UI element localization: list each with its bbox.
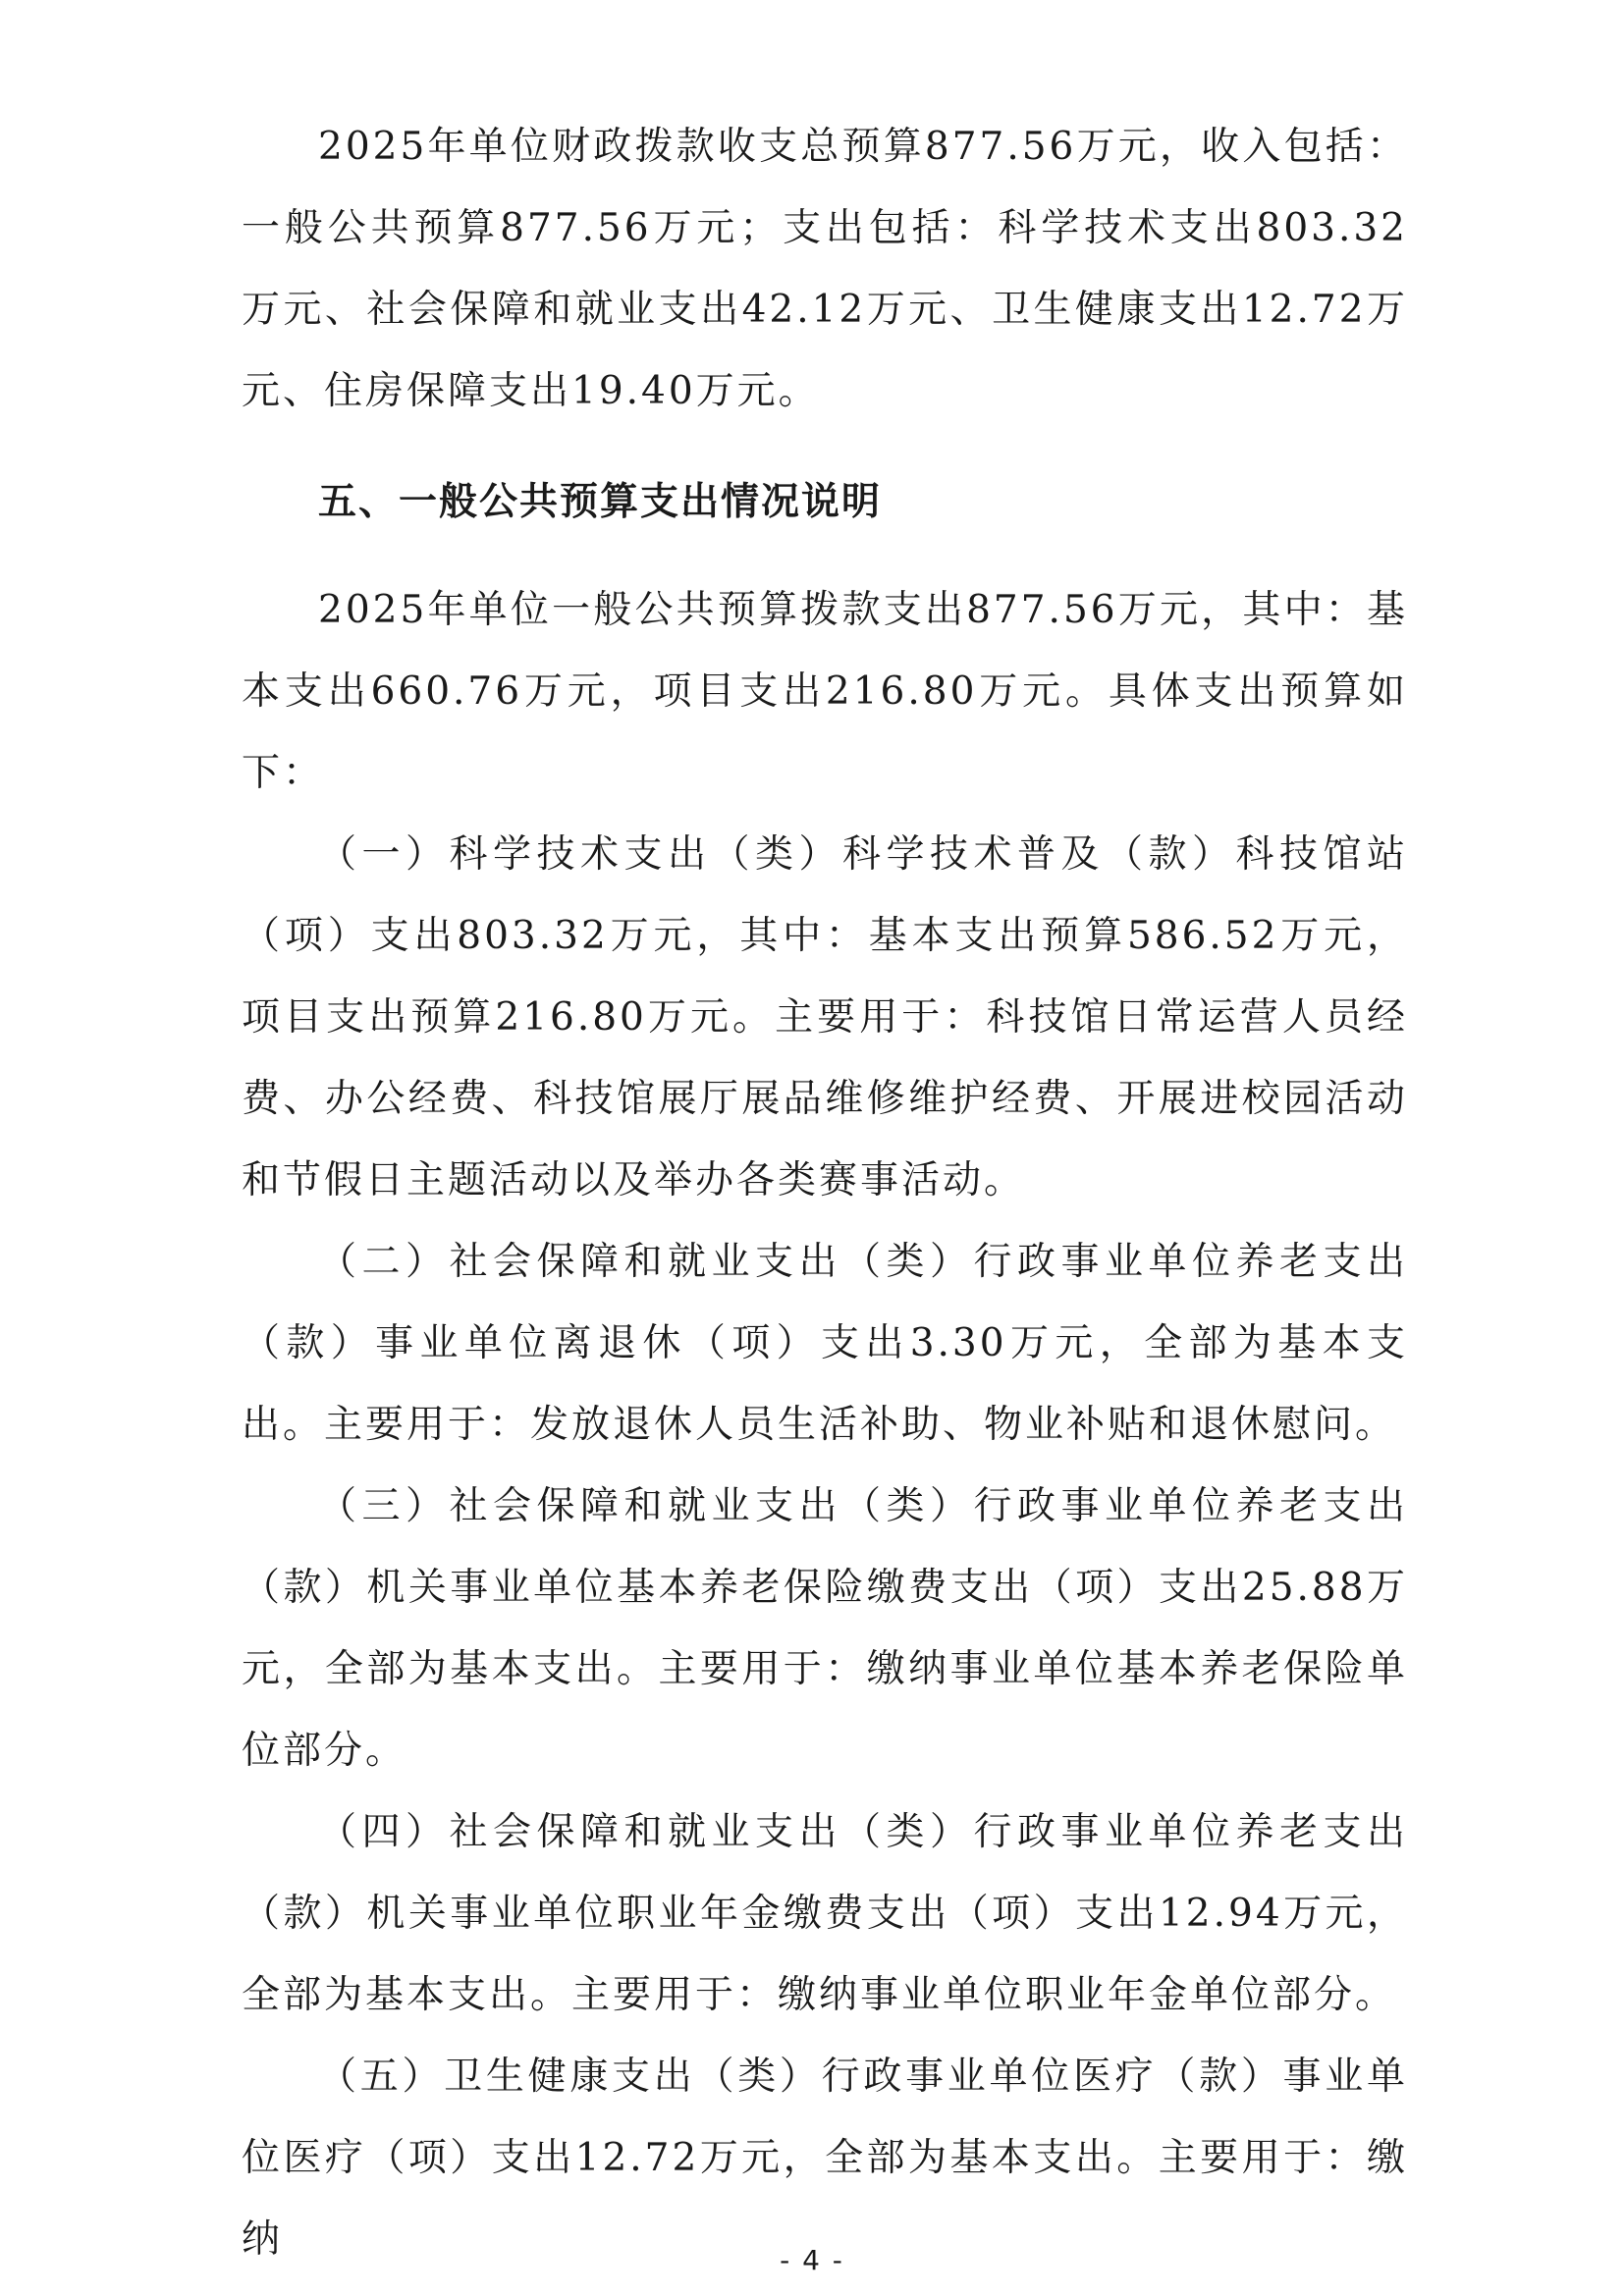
paragraph-item-1: （一）科学技术支出（类）科学技术普及（款）科技馆站（项）支出803.32万元，其中：基本支出预算586.52万元，项目支出预算216.80万元。主要用于：科技馆日常运营人员经费、办公经费、科技馆展厅展品维修维护经费、开展进校园活动和节假日主题活动以及举办各类赛事活动。 [242, 832, 1408, 1202]
paragraph-item-4: （四）社会保障和就业支出（类）行政事业单位养老支出（款）机关事业单位职业年金缴费支出（项）支出12.94万元，全部为基本支出。主要用于：缴纳事业单位职业年金单位部分。 [242, 1810, 1408, 2017]
paragraph-expenditure-overview: 2025年单位一般公共预算拨款支出877.56万元，其中：基本支出660.76万元，项目支出216.80万元。具体支出预算如下： [242, 588, 1408, 795]
section-heading: 五、一般公共预算支出情况说明 [318, 480, 883, 524]
paragraph-item-2: （二）社会保障和就业支出（类）行政事业单位养老支出（款）事业单位离退休（项）支出3.30万元，全部为基本支出。主要用于：发放退休人员生活补助、物业补贴和退休慰问。 [242, 1240, 1408, 1447]
document-body [242, 106, 1408, 2280]
paragraph-item-3: （三）社会保障和就业支出（类）行政事业单位养老支出（款）机关事业单位基本养老保险缴费支出（项）支出25.88万元，全部为基本支出。主要用于：缴纳事业单位基本养老保险单位部分。 [242, 1484, 1408, 1773]
paragraph-budget-summary: 2025年单位财政拨款收支总预算877.56万元，收入包括：一般公共预算877.56万元；支出包括：科学技术支出803.32万元、社会保障和就业支出42.12万元、卫生健康支出12.72万元、住房保障支出19.40万元。 [242, 125, 1408, 413]
paragraph-item-5: （五）卫生健康支出（类）行政事业单位医疗（款）事业单位医疗（项）支出12.72万元，全部为基本支出。主要用于：缴纳 [242, 2055, 1408, 2262]
page-number: - 4 - [780, 2244, 844, 2276]
